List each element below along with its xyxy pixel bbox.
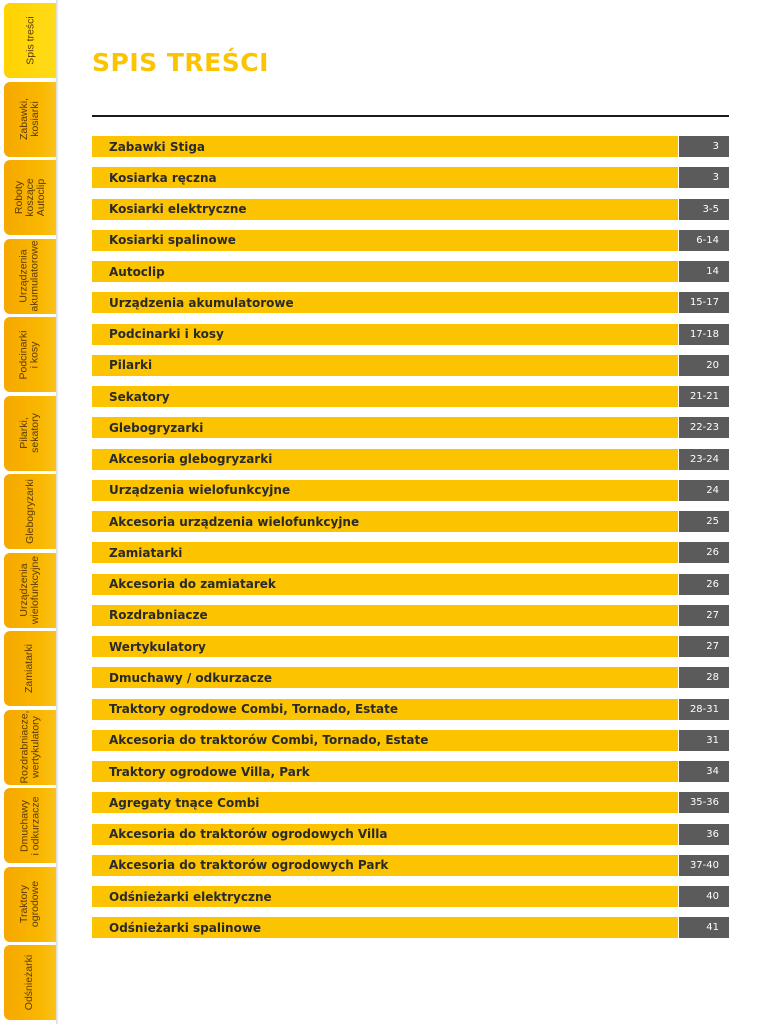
toc-entry-title: Sekatory (92, 386, 678, 407)
toc-row[interactable] (92, 792, 729, 813)
toc-entry-title: Akcesoria do traktorów ogrodowych Park (92, 855, 678, 876)
toc-entry-title: Kosiarki elektryczne (92, 199, 678, 220)
side-tab[interactable] (4, 553, 56, 628)
toc-entry-title: Akcesoria glebogryzarki (92, 449, 678, 470)
toc-entry-title: Odśnieżarki spalinowe (92, 917, 678, 938)
toc-row[interactable] (92, 761, 729, 782)
toc-row[interactable] (92, 917, 729, 938)
toc-row[interactable] (92, 261, 729, 282)
toc-row[interactable] (92, 730, 729, 751)
toc-row[interactable] (92, 199, 729, 220)
toc-row[interactable] (92, 480, 729, 501)
toc-entry-page: 24 (679, 480, 729, 501)
toc-entry-page: 27 (679, 605, 729, 626)
toc-entry-title: Agregaty tnące Combi (92, 792, 678, 813)
side-tab-label: Odśnieżarki (23, 954, 36, 1011)
side-divider (56, 0, 59, 1024)
toc-entry-title: Urządzenia wielofunkcyjne (92, 480, 678, 501)
toc-entry-title: Akcesoria do traktorów Combi, Tornado, Estate (92, 730, 678, 751)
toc-entry-title: Kosiarka ręczna (92, 167, 678, 188)
side-tab-label: Pilarki, sekatory (18, 413, 41, 453)
toc-entry-page: 26 (679, 574, 729, 595)
toc-row[interactable] (92, 699, 729, 720)
page-title: SPIS TREŚCI (92, 48, 269, 77)
toc-entry-title: Zamiatarki (92, 542, 678, 563)
side-tab-label: Spis treści (24, 16, 37, 65)
toc-entry-page: 15-17 (679, 292, 729, 313)
toc-entry-title: Autoclip (92, 261, 678, 282)
side-tab[interactable] (4, 3, 58, 78)
toc-entry-title: Akcesoria do zamiatarek (92, 574, 678, 595)
side-tab[interactable] (4, 239, 56, 314)
toc-entry-page: 35-36 (679, 792, 729, 813)
toc-entry-page: 14 (679, 261, 729, 282)
toc-entry-page: 27 (679, 636, 729, 657)
toc-entry-page: 17-18 (679, 324, 729, 345)
toc-row[interactable] (92, 230, 729, 251)
side-tab-label: Dmuchawy i odkurzacze (18, 796, 42, 855)
side-tab[interactable] (4, 710, 56, 785)
toc-row[interactable] (92, 824, 729, 845)
side-tab[interactable] (4, 396, 56, 471)
table-of-contents (92, 136, 729, 949)
toc-entry-page: 25 (679, 511, 729, 532)
toc-entry-title: Kosiarki spalinowe (92, 230, 678, 251)
side-tab-label: Urządzenia akumulatorowe (18, 240, 42, 312)
toc-entry-title: Podcinarki i kosy (92, 324, 678, 345)
toc-row[interactable] (92, 886, 729, 907)
side-tab-label: Zamiatarki (23, 643, 36, 694)
toc-row[interactable] (92, 855, 729, 876)
toc-entry-title: Traktory ogrodowe Villa, Park (92, 761, 678, 782)
toc-entry-title: Akcesoria do traktorów ogrodowych Villa (92, 824, 678, 845)
toc-entry-title: Akcesoria urządzenia wielofunkcyjne (92, 511, 678, 532)
side-tab-label: Roboty koszące Autoclip (12, 178, 47, 217)
toc-entry-page: 28-31 (679, 699, 729, 720)
side-tab[interactable] (4, 945, 56, 1020)
toc-entry-page: 40 (679, 886, 729, 907)
side-tab-label: Zabawki, kosiarki (17, 97, 41, 141)
side-tab-label: Podcinarki i kosy (18, 329, 41, 380)
toc-row[interactable] (92, 167, 729, 188)
toc-entry-title: Traktory ogrodowe Combi, Tornado, Estate (92, 699, 678, 720)
toc-entry-page: 3 (679, 167, 729, 188)
toc-entry-title: Dmuchawy / odkurzacze (92, 667, 678, 688)
toc-row[interactable] (92, 542, 729, 563)
side-tab[interactable] (4, 474, 56, 549)
side-tab-label: Glebogryzarki (23, 479, 36, 544)
toc-entry-page: 23-24 (679, 449, 729, 470)
toc-entry-title: Urządzenia akumulatorowe (92, 292, 678, 313)
toc-row[interactable] (92, 574, 729, 595)
toc-row[interactable] (92, 136, 729, 157)
toc-entry-page: 36 (679, 824, 729, 845)
toc-row[interactable] (92, 511, 729, 532)
toc-row[interactable] (92, 417, 729, 438)
side-tab[interactable] (4, 631, 56, 706)
side-tab[interactable] (4, 788, 56, 863)
toc-row[interactable] (92, 355, 729, 376)
toc-entry-page: 31 (679, 730, 729, 751)
side-tab-bar (0, 0, 58, 1024)
toc-entry-title: Wertykulatory (92, 636, 678, 657)
toc-entry-page: 3-5 (679, 199, 729, 220)
side-tab[interactable] (4, 317, 56, 392)
toc-entry-page: 34 (679, 761, 729, 782)
toc-entry-page: 21-21 (679, 386, 729, 407)
toc-row[interactable] (92, 324, 729, 345)
toc-row[interactable] (92, 636, 729, 657)
toc-row[interactable] (92, 605, 729, 626)
toc-entry-title: Pilarki (92, 355, 678, 376)
toc-row[interactable] (92, 449, 729, 470)
toc-entry-page: 41 (679, 917, 729, 938)
toc-entry-title: Odśnieżarki elektryczne (92, 886, 678, 907)
side-tab[interactable] (4, 867, 56, 942)
side-tab-label: Urządzenia wielofunkcyjne (18, 555, 42, 625)
side-tab[interactable] (4, 160, 56, 235)
side-tab-label: Traktory ogrodowe (18, 880, 41, 928)
toc-entry-page: 20 (679, 355, 729, 376)
side-tab-label: Rozdrabniacze, wertykulatory (18, 710, 41, 784)
toc-entry-page: 28 (679, 667, 729, 688)
toc-entry-page: 22-23 (679, 417, 729, 438)
toc-entry-page: 26 (679, 542, 729, 563)
toc-entry-page: 6-14 (679, 230, 729, 251)
title-rule (92, 115, 729, 117)
toc-entry-title: Rozdrabniacze (92, 605, 678, 626)
toc-entry-page: 37-40 (679, 855, 729, 876)
toc-row[interactable] (92, 386, 729, 407)
toc-entry-title: Zabawki Stiga (92, 136, 678, 157)
toc-row[interactable] (92, 292, 729, 313)
toc-row[interactable] (92, 667, 729, 688)
side-tab[interactable] (4, 82, 56, 157)
toc-entry-page: 3 (679, 136, 729, 157)
toc-entry-title: Glebogryzarki (92, 417, 678, 438)
